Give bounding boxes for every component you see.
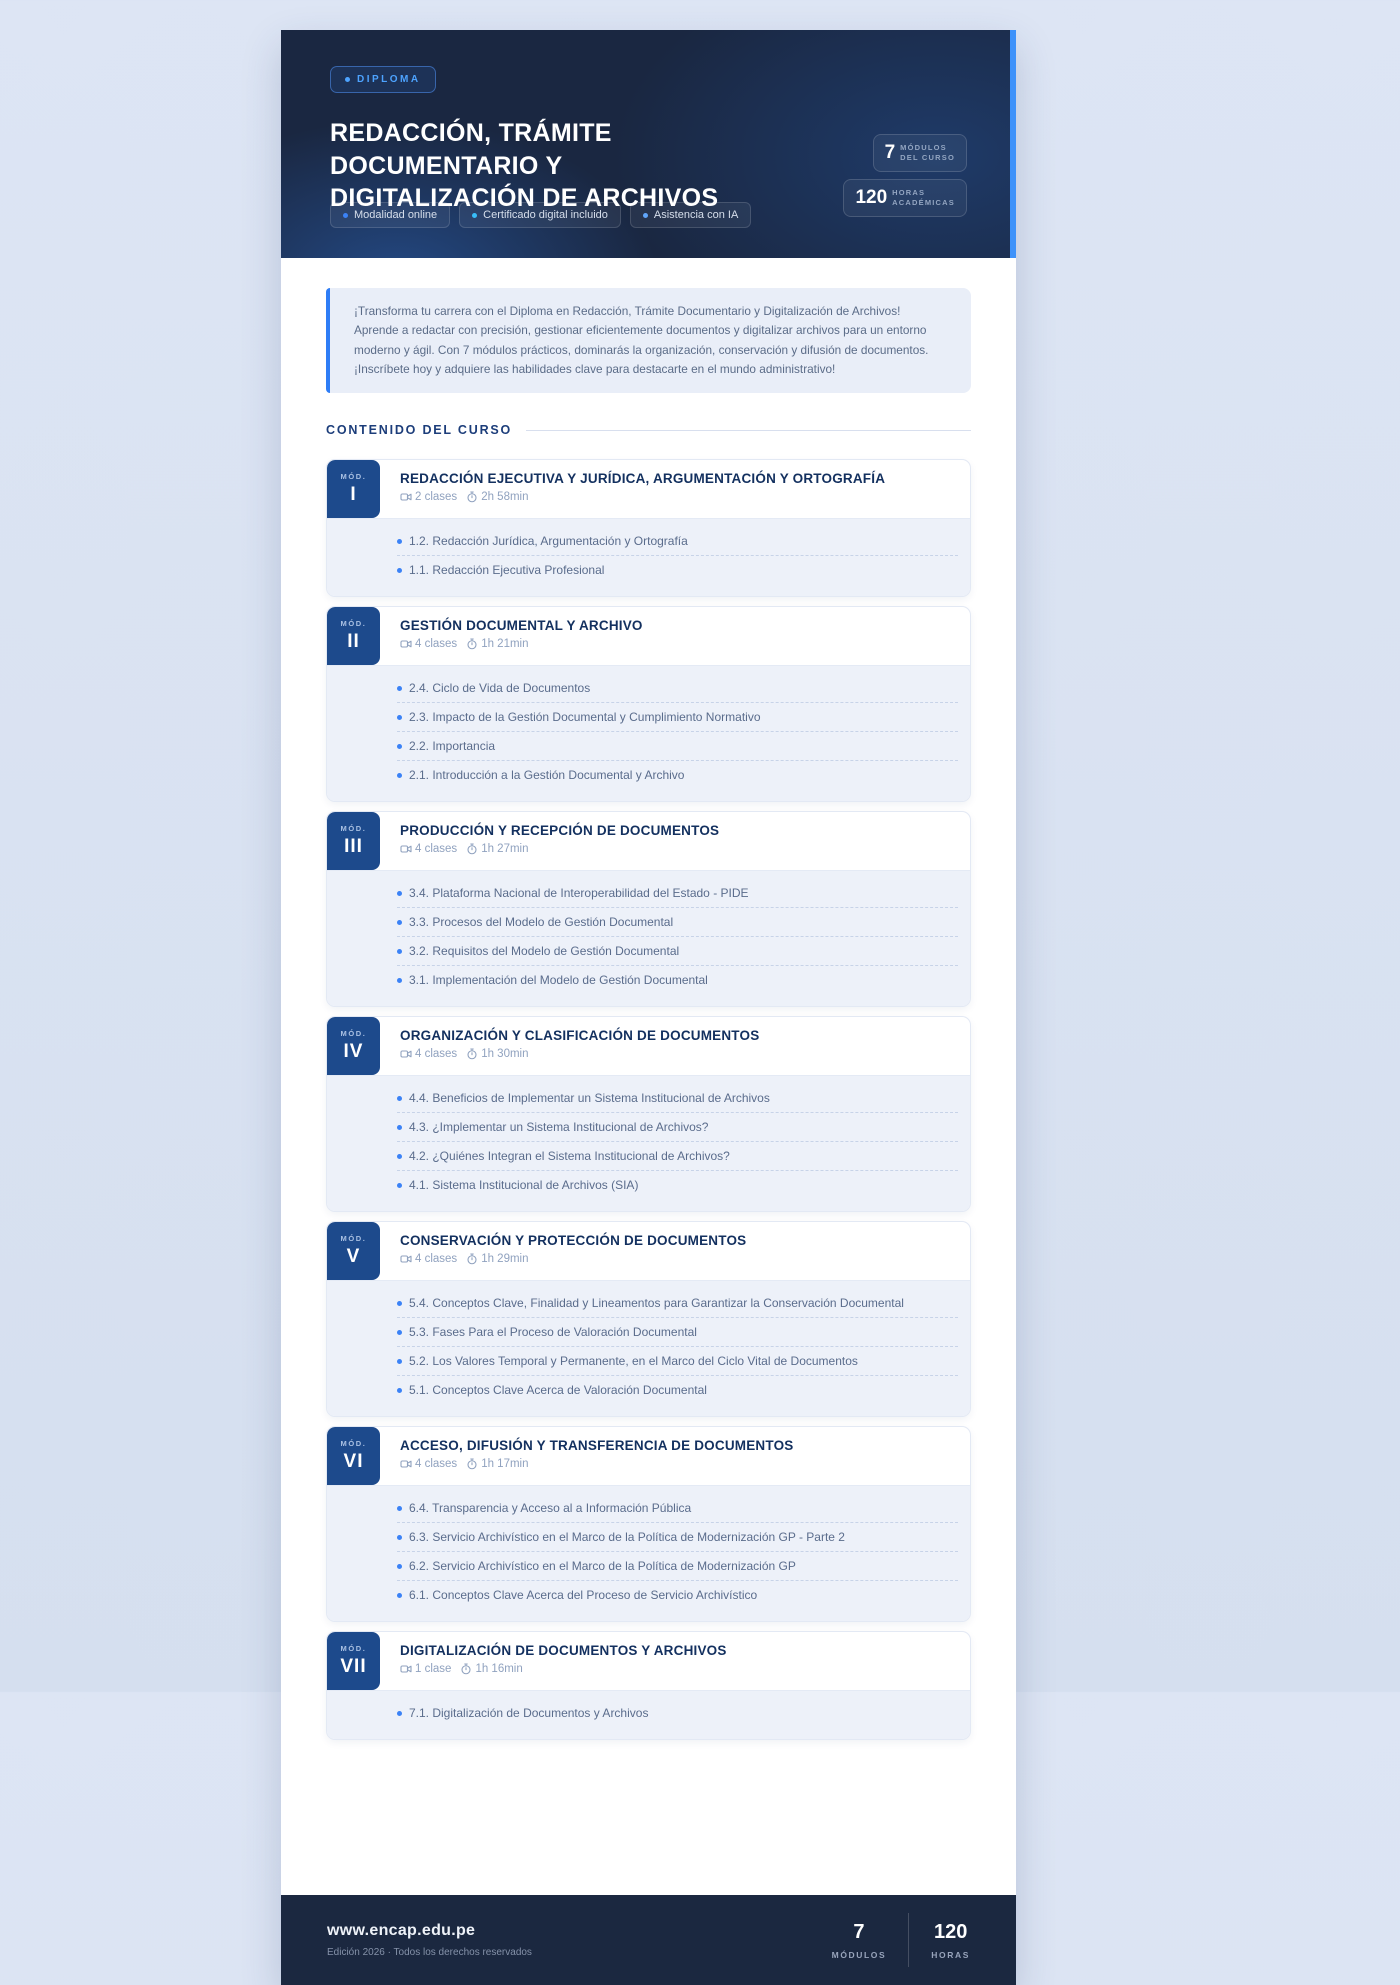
module-number: IV [343,1041,364,1063]
lesson-bullet-icon [397,1359,402,1364]
module-kicker: MÓD. [340,619,367,629]
module-card [326,1221,971,1417]
module-number: VI [343,1451,364,1473]
course-title-line: REDACCIÓN, TRÁMITE [330,119,612,147]
stat-label-line: HORAS [892,188,926,198]
lesson-bullet-icon [397,744,402,749]
module-card [326,1631,971,1740]
module-duration: 1h 17min [481,1458,529,1471]
lesson-bullet-icon [397,715,402,720]
diploma-badge [330,66,436,93]
lesson-item[interactable] [397,1289,958,1318]
video-icon [400,491,412,503]
module-badge [327,1632,380,1690]
stat-hours-label [892,188,955,208]
video-icon [400,843,412,855]
lesson-item[interactable] [397,527,958,556]
lesson-title: 6.3. Servicio Archivístico en el Marco de la Política de Modernización GP - Parte 2 [409,1530,845,1545]
module-card [326,459,971,597]
module-title: REDACCIÓN EJECUTIVA Y JURÍDICA, ARGUMENTACIÓN Y ORTOGRAFÍA [400,471,886,487]
lesson-title: 7.1. Digitalización de Documentos y Archivos [409,1706,649,1721]
lesson-item[interactable] [397,674,958,703]
lesson-title: 3.1. Implementación del Modelo de Gestión Documental [409,973,708,988]
footer-stat-modules-value: 7 [853,1920,865,1943]
lesson-title: 2.4. Ciclo de Vida de Documentos [409,681,591,696]
section-title: CONTENIDO DEL CURSO [326,423,513,438]
module-badge [327,812,380,870]
module-kicker: MÓD. [340,1234,367,1244]
module-classes: 4 clases [415,1048,458,1061]
lesson-item[interactable] [397,1113,958,1142]
lesson-bullet-icon [397,1535,402,1540]
footer-stat-hours-label: HORAS [931,1949,970,1960]
video-icon [400,1663,412,1675]
course-header [281,30,1016,258]
chip-label: Asistencia con IA [653,209,739,221]
section-header [326,423,971,437]
clock-icon [466,1458,478,1470]
module-badge [327,607,380,665]
lesson-bullet-icon [397,978,402,983]
lesson-title: 6.2. Servicio Archivístico en el Marco de la Política de Modernización GP [409,1559,796,1574]
lesson-item[interactable] [397,1494,958,1523]
lesson-bullet-icon [397,1301,402,1306]
intro-callout [326,288,971,393]
module-badge [327,1222,380,1280]
lesson-bullet-icon [397,686,402,691]
lesson-list [327,665,970,801]
module-card [326,606,971,802]
stat-box-modules [873,134,967,172]
module-number: II [347,631,360,653]
lesson-bullet-icon [397,1125,402,1130]
lesson-bullet-icon [397,1506,402,1511]
footer-stat-hours-value: 120 [933,1920,968,1943]
lesson-item[interactable] [397,732,958,761]
lesson-item[interactable] [397,1084,958,1113]
lesson-title: 4.2. ¿Quiénes Integran el Sistema Institucional de Archivos? [409,1149,730,1164]
module-number: III [344,836,363,858]
module-duration: 1h 29min [481,1253,529,1266]
module-header-info [380,1427,970,1485]
module-classes: 2 clases [415,491,458,504]
module-header[interactable] [327,1017,970,1075]
lesson-title: 3.4. Plataforma Nacional de Interoperabilidad del Estado - PIDE [409,886,749,901]
lesson-item[interactable] [397,1581,958,1609]
clock-icon [466,843,478,855]
module-duration: 1h 16min [475,1663,523,1676]
stat-modules-value: 7 [884,142,896,163]
module-kicker: MÓD. [340,1644,367,1654]
lesson-bullet-icon [397,891,402,896]
module-header-info [380,1222,970,1280]
lesson-item[interactable] [397,1552,958,1581]
lesson-item[interactable] [397,761,958,789]
module-card [326,1016,971,1212]
lesson-item[interactable] [397,703,958,732]
module-badge [327,1427,380,1485]
module-header[interactable] [327,812,970,870]
module-duration: 2h 58min [481,491,529,504]
intro-text: ¡Transforma tu carrera con el Diploma en Redacción, Trámite Documentario y Digitalización de Archivos! Aprende a redactar con precisión, gestionar eficientemente documentos y digitalizar archivos para un entorno moderno y ágil. Con 7 módulos prácticos, dominarás la organización, conservación y difusión de documentos. ¡Inscríbete hoy y adquiere las habilidades clave para destacarte en el mundo administrativo! [354,304,929,377]
footer-stat-hours [931,1921,970,1960]
module-classes: 4 clases [415,638,458,651]
lesson-title: 5.1. Conceptos Clave Acerca de Valoración Documental [409,1383,707,1398]
lesson-item[interactable] [397,1318,958,1347]
lesson-bullet-icon [397,1593,402,1598]
lesson-title: 5.4. Conceptos Clave, Finalidad y Lineamentos para Garantizar la Conservación Documental [409,1296,904,1311]
lesson-title: 4.3. ¿Implementar un Sistema Institucional de Archivos? [409,1120,709,1135]
module-title: PRODUCCIÓN Y RECEPCIÓN DE DOCUMENTOS [400,823,720,839]
header-stats [843,134,967,217]
chip-certificado-digital [459,202,621,228]
module-header-info [380,460,970,518]
lesson-item[interactable] [397,879,958,908]
module-number: I [350,484,357,506]
module-kicker: MÓD. [340,824,367,834]
clock-icon [466,491,478,503]
clock-icon [466,1048,478,1060]
lesson-item[interactable] [397,1142,958,1171]
module-classes: 1 clase [415,1663,452,1676]
chip-dot-icon [643,213,648,218]
lesson-item[interactable] [397,1376,958,1404]
module-duration: 1h 30min [481,1048,529,1061]
lesson-bullet-icon [397,1711,402,1716]
lesson-bullet-icon [397,773,402,778]
lesson-item[interactable] [397,937,958,966]
video-icon [400,1458,412,1470]
lesson-list [327,1485,970,1621]
module-header[interactable] [327,1427,970,1485]
lesson-title: 2.1. Introducción a la Gestión Documental y Archivo [409,768,685,783]
module-meta [400,1048,950,1060]
module-header-info [380,607,970,665]
course-title [330,117,760,215]
lesson-list [327,870,970,1006]
module-kicker: MÓD. [340,1439,367,1449]
lesson-title: 6.1. Conceptos Clave Acerca del Proceso de Servicio Archivístico [409,1588,758,1603]
lesson-item[interactable] [397,1171,958,1199]
footer-website-link[interactable]: www.encap.edu.pe [327,1922,476,1940]
module-meta [400,638,950,650]
lesson-title: 5.2. Los Valores Temporal y Permanente, en el Marco del Ciclo Vital de Documentos [409,1354,858,1369]
module-meta [400,1458,950,1470]
stat-modules-label [900,143,955,163]
module-header-info [380,1632,970,1690]
module-meta [400,1253,950,1265]
lesson-item[interactable] [397,966,958,994]
module-kicker: MÓD. [340,1029,367,1039]
chip-label: Modalidad online [354,209,438,221]
module-card [326,811,971,1007]
module-title: CONSERVACIÓN Y PROTECCIÓN DE DOCUMENTOS [400,1233,747,1249]
module-classes: 4 clases [415,1253,458,1266]
chip-asistencia-ia [630,202,751,228]
lesson-title: 3.2. Requisitos del Modelo de Gestión Documental [409,944,680,959]
module-title: ORGANIZACIÓN Y CLASIFICACIÓN DE DOCUMENTOS [400,1028,760,1044]
lesson-bullet-icon [397,949,402,954]
lesson-title: 5.3. Fases Para el Proceso de Valoración Documental [409,1325,697,1340]
module-badge [327,460,380,518]
stat-label-line: ACADÉMICAS [892,198,955,207]
lesson-title: 6.4. Transparencia y Acceso al a Información Pública [409,1501,692,1516]
footer-stat-modules [832,1921,887,1960]
lesson-bullet-icon [397,1388,402,1393]
module-header[interactable] [327,607,970,665]
video-icon [400,638,412,650]
module-number: VII [340,1656,367,1678]
module-kicker: MÓD. [340,472,367,482]
module-title: GESTIÓN DOCUMENTAL Y ARCHIVO [400,618,643,634]
module-header[interactable] [327,1222,970,1280]
video-icon [400,1253,412,1265]
footer-stats-divider [908,1913,909,1967]
page-footer [281,1895,1016,1985]
module-number: V [346,1246,361,1268]
footer-stat-modules-label: MÓDULOS [831,1949,887,1960]
module-header-info [380,812,970,870]
lesson-title: 1.1. Redacción Ejecutiva Profesional [409,563,605,578]
module-meta [400,843,950,855]
module-badge [327,1017,380,1075]
lesson-title: 4.4. Beneficios de Implementar un Sistema Institucional de Archivos [409,1091,770,1106]
lesson-title: 3.3. Procesos del Modelo de Gestión Documental [409,915,674,930]
lesson-list [327,518,970,596]
footer-copyright: Edición 2026 · Todos los derechos reservados [327,1947,532,1959]
footer-stats [832,1913,970,1967]
stat-box-hours [843,179,967,217]
clock-icon [466,638,478,650]
section-divider [526,430,971,431]
footer-left [327,1922,532,1958]
lesson-item[interactable] [397,908,958,937]
course-body [281,258,1016,1895]
stat-label-line: MÓDULOS [900,143,947,153]
lesson-title: 1.2. Redacción Jurídica, Argumentación y Ortografía [409,534,688,549]
lesson-bullet-icon [397,1154,402,1159]
clock-icon [466,1253,478,1265]
lesson-item[interactable] [397,1699,958,1727]
module-list [326,459,971,1740]
badge-dot-icon [345,77,350,82]
module-title: ACCESO, DIFUSIÓN Y TRANSFERENCIA DE DOCUMENTOS [400,1438,794,1454]
lesson-title: 2.3. Impacto de la Gestión Documental y Cumplimiento Normativo [409,710,761,725]
clock-icon [460,1663,472,1675]
lesson-title: 4.1. Sistema Institucional de Archivos (SIA) [409,1178,639,1193]
module-card [326,1426,971,1622]
chip-modalidad-online [330,202,450,228]
course-title-line: DOCUMENTARIO Y [330,151,563,180]
lesson-list [327,1280,970,1416]
lesson-bullet-icon [397,1183,402,1188]
lesson-bullet-icon [397,539,402,544]
lesson-bullet-icon [397,1096,402,1101]
video-icon [400,1048,412,1060]
lesson-bullet-icon [397,920,402,925]
feature-chips [330,202,751,228]
lesson-bullet-icon [397,568,402,573]
chip-dot-icon [472,213,477,218]
lesson-item[interactable] [397,556,958,584]
lesson-title: 2.2. Importancia [409,739,496,754]
lesson-bullet-icon [397,1564,402,1569]
module-duration: 1h 21min [481,638,529,651]
lesson-list [327,1690,970,1739]
module-meta [400,1663,950,1675]
module-title: DIGITALIZACIÓN DE DOCUMENTOS Y ARCHIVOS [400,1643,727,1659]
module-header[interactable] [327,460,970,518]
module-header[interactable] [327,1632,970,1690]
chip-label: Certificado digital incluido [483,209,608,221]
module-classes: 4 clases [415,1458,458,1471]
stat-label-line: DEL CURSO [900,153,955,162]
module-classes: 4 clases [415,843,458,856]
module-header-info [380,1017,970,1075]
lesson-item[interactable] [397,1347,958,1376]
lesson-bullet-icon [397,1330,402,1335]
module-meta [400,491,950,503]
lesson-list [327,1075,970,1211]
diploma-badge-label: DIPLOMA [357,74,421,85]
chip-dot-icon [343,213,348,218]
lesson-item[interactable] [397,1523,958,1552]
course-title-line: DIGITALIZACIÓN DE ARCHIVOS [330,184,719,212]
stat-hours-value: 120 [855,187,888,208]
module-duration: 1h 27min [481,843,529,856]
